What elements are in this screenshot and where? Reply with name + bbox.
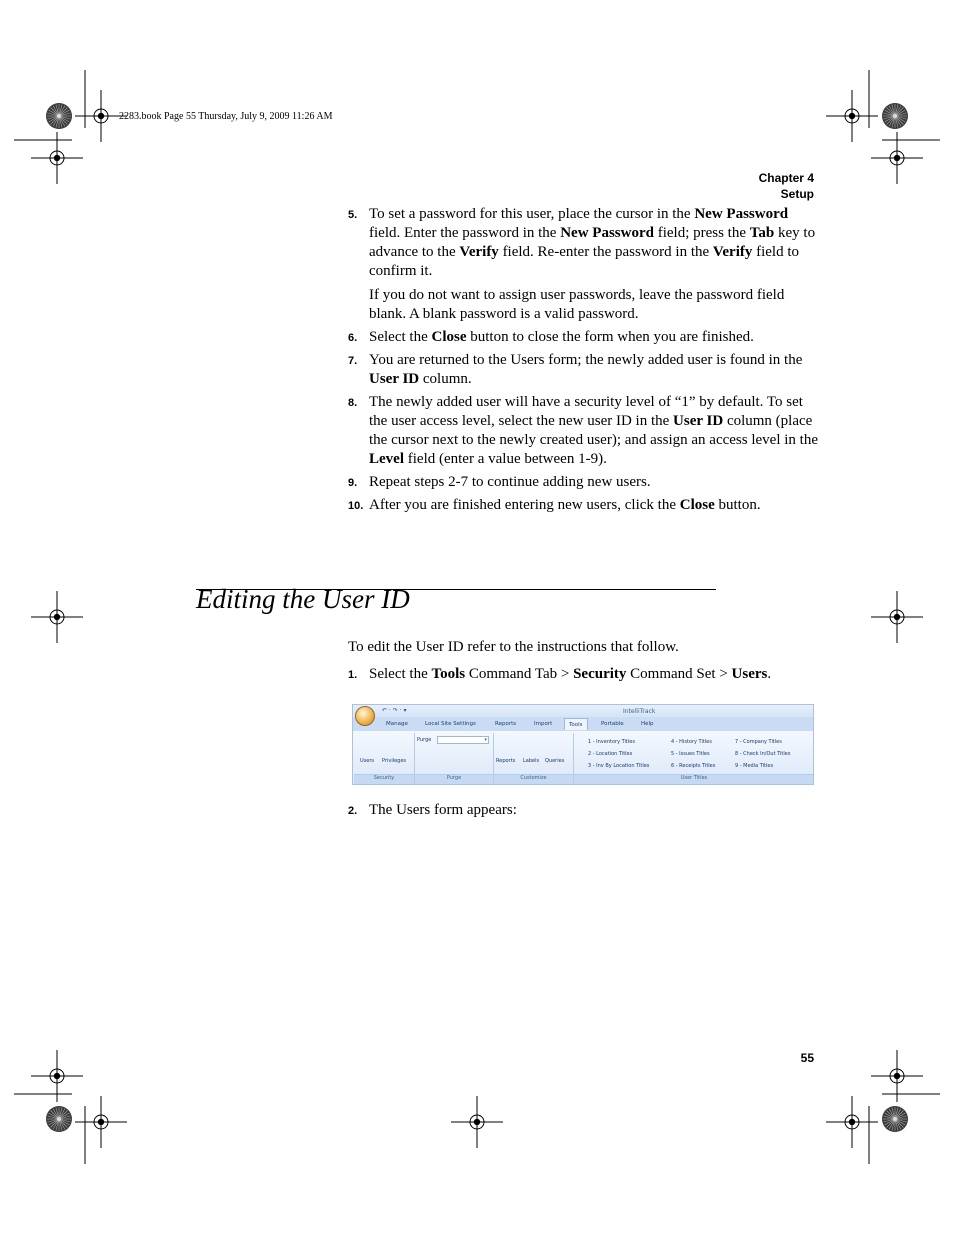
issues-titles-button[interactable]: 5 - Issues Titles [671, 751, 710, 757]
ribbon-screenshot [352, 704, 814, 785]
step-number: 1. [348, 669, 358, 681]
tab-tools[interactable]: Tools [564, 718, 588, 730]
location-titles-button[interactable]: 2 - Location Titles [588, 751, 633, 757]
registration-mark-center [849, 113, 855, 119]
tab-portable[interactable]: Portable [601, 721, 624, 727]
section-label: Setup [780, 187, 814, 201]
purge-label: Purge [417, 737, 432, 743]
group-label-purge: Purge [415, 774, 493, 785]
registration-mark-center [894, 614, 900, 620]
step-text: To set a password for this user, place the cursor in the New Password field. Enter the password in the New Password field; press the Tab key to advance to the Verify field. Re-enter the password in the Verify field to confirm it. [369, 206, 816, 279]
ribbon-tabs [353, 717, 814, 731]
group-label-user-titles: User Titles [574, 774, 814, 785]
tab-import[interactable]: Import [534, 721, 553, 727]
step-number: 9. [348, 477, 358, 489]
registration-mark-center [98, 1119, 104, 1125]
step-text: The newly added user will have a security level of “1” by default. To set the user access level, select the new user ID in the User ID column (place the cursor next to the newly created user); and assign an access level in the Level field (enter a value between 1-9). [369, 394, 818, 467]
chevron-down-icon: ▾ [484, 737, 487, 743]
book-slug: 2283.book Page 55 Thursday, July 9, 2009 11:26 AM [119, 111, 333, 122]
step-number: 8. [348, 397, 358, 409]
registration-mark-center [894, 155, 900, 161]
starburst-center [893, 1117, 897, 1121]
group-label-customize: Customize [494, 774, 573, 785]
page-number: 55 [800, 1051, 814, 1065]
step-number: 5. [348, 209, 358, 221]
inventory-titles-button[interactable]: 1 - Inventory Titles [588, 739, 635, 745]
media-titles-button[interactable]: 9 - Media Titles [735, 763, 774, 769]
reports-button[interactable]: Reports [496, 758, 516, 764]
registration-mark-center [474, 1119, 480, 1125]
starburst-center [893, 114, 897, 118]
history-titles-button[interactable]: 4 - History Titles [671, 739, 712, 745]
privileges-button[interactable]: Privileges [382, 758, 407, 764]
tab-manage[interactable]: Manage [386, 721, 408, 727]
step-text: The Users form appears: [369, 802, 517, 818]
app-title: IntelliTrack [623, 708, 656, 715]
step-text: After you are finished entering new users, click the Close button. [369, 497, 761, 513]
tab-reports[interactable]: Reports [495, 721, 517, 727]
registration-mark-center [894, 1073, 900, 1079]
tab-local-site-settings[interactable]: Local Site Settings [425, 721, 476, 727]
registration-mark-center [849, 1119, 855, 1125]
inv-by-location-titles-button[interactable]: 3 - Inv By Location Titles [588, 763, 650, 769]
step-note: If you do not want to assign user passwords, leave the password field blank. A blank password is a valid password. [369, 287, 785, 322]
company-titles-button[interactable]: 7 - Company Titles [735, 739, 782, 745]
running-head [759, 170, 814, 202]
step-number: 6. [348, 332, 358, 344]
step-number: 2. [348, 805, 358, 817]
step-text: Select the Tools Command Tab > Security Command Set > Users. [369, 666, 772, 682]
intro-paragraph: To edit the User ID refer to the instructions that follow. [348, 639, 679, 655]
ribbon-panel [353, 731, 814, 785]
section-title: Editing the User ID [196, 584, 410, 614]
registration-mark-center [54, 1073, 60, 1079]
receipts-titles-button[interactable]: 6 - Receipts Titles [671, 763, 716, 769]
registration-mark-center [54, 614, 60, 620]
registration-mark-center [98, 113, 104, 119]
office-button-icon[interactable] [355, 706, 375, 726]
quick-access-toolbar[interactable]: ↶ · ↷ · ▾ [382, 707, 407, 714]
chapter-label: Chapter 4 [758, 171, 814, 185]
labels-button[interactable]: Labels [523, 758, 540, 764]
step-number: 7. [348, 355, 358, 367]
ribbon-titlebar [353, 705, 814, 717]
users-button[interactable]: Users [360, 758, 375, 764]
check-in-out-titles-button[interactable]: 8 - Check In/Out Titles [735, 751, 791, 757]
group-label-security: Security [354, 774, 414, 785]
starburst-center [57, 1117, 61, 1121]
step-text: Select the Close button to close the form when you are finished. [369, 329, 754, 345]
tab-help[interactable]: Help [641, 721, 654, 727]
step-text: You are returned to the Users form; the newly added user is found in the User ID column. [369, 352, 803, 387]
step-number: 10. [348, 500, 364, 512]
registration-mark-center [54, 155, 60, 161]
step-text: Repeat steps 2-7 to continue adding new users. [369, 474, 651, 490]
starburst-center [57, 114, 61, 118]
purge-dropdown[interactable] [437, 736, 489, 744]
queries-button[interactable]: Queries [545, 758, 565, 764]
